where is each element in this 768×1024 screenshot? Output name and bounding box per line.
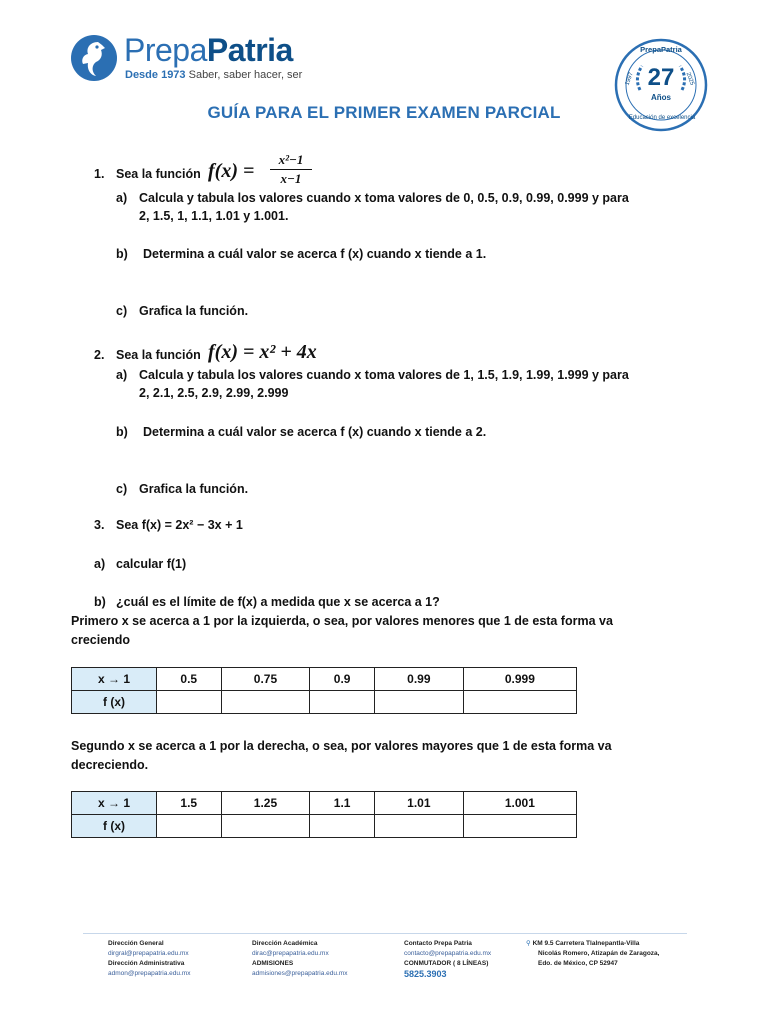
q2a-line2: 2, 2.1, 2.5, 2.9, 2.99, 2.999 (139, 386, 289, 400)
q1-denominator: x−1 (280, 171, 302, 186)
right-approach-line1: Segundo x se acerca a 1 por la derecha, o sea, por valores mayores que 1 de esta forma va (71, 739, 612, 753)
footer-label: Dirección Académica (252, 940, 318, 947)
q3b-letter: b) (94, 595, 106, 609)
q1a-line1: Calcula y tabula los valores cuando x toma valores de 0, 0.5, 0.9, 0.99, 0.999 y para (139, 191, 629, 205)
table-header-cell: 0.99 (374, 668, 463, 691)
table-header-cell: 0.5 (157, 668, 222, 691)
table-cell (157, 815, 222, 838)
q1-number: 1. (94, 167, 105, 181)
map-pin-icon: ⚲ (526, 940, 531, 947)
q1-fraction (270, 152, 312, 187)
table-cell (157, 691, 222, 714)
badge-number: 27 (647, 64, 675, 91)
table-row (72, 668, 577, 691)
q3b-text: ¿cuál es el límite de f(x) a medida que x se acerca a 1? (116, 595, 440, 609)
footer-divider (83, 933, 687, 934)
table-row (72, 815, 577, 838)
table-header-cell: 1.001 (463, 792, 576, 815)
q2-intro: Sea la función (116, 348, 201, 362)
table-cell (463, 691, 576, 714)
table-cell (310, 691, 375, 714)
footer-address-text: KM 9.5 Carretera Tlalnepantla-Villa (532, 940, 640, 947)
table-header-cell: x → 1 (72, 792, 157, 815)
table-header-cell: 1.25 (221, 792, 310, 815)
table-row-label: f (x) (72, 815, 157, 838)
footer-col-academic (252, 939, 347, 979)
brand-light: Prepa (124, 32, 207, 68)
table-header-cell: 0.9 (310, 668, 375, 691)
left-approach-line1: Primero x se acerca a 1 por la izquierda, o sea, por valores menores que 1 de esta forma va (71, 614, 613, 628)
badge-year-left: 1997 (624, 71, 635, 87)
table-cell (221, 691, 310, 714)
footer-email-link[interactable]: admisiones@prepapatria.edu.mx (252, 970, 348, 977)
q1a-letter: a) (116, 191, 128, 205)
q3-text: Sea f(x) = 2x² − 3x + 1 (116, 518, 243, 532)
table-header-cell: 0.75 (221, 668, 310, 691)
table-header-cell: 0.999 (463, 668, 576, 691)
q1b-text: Determina a cuál valor se acerca f (x) cuando x tiende a 1. (143, 247, 487, 261)
q2b-letter: b) (116, 425, 128, 439)
badge-year-right: 2025 (684, 71, 695, 87)
left-limit-table (71, 667, 577, 714)
q2b-text: Determina a cuál valor se acerca f (x) cuando x tiende a 2. (143, 425, 487, 439)
seahorse-logo-icon (70, 33, 118, 83)
right-approach-line2: decreciendo. (71, 758, 149, 772)
q2c-letter: c) (116, 482, 128, 496)
q2-number: 2. (94, 348, 105, 362)
table-cell (463, 815, 576, 838)
q3a-letter: a) (94, 557, 106, 571)
footer-label: Dirección Administrativa (108, 960, 185, 967)
q3a-text: calcular f(1) (116, 557, 187, 571)
footer-phone: 5825.3903 (404, 969, 447, 979)
footer-address-line: Nicolás Romero, Atizapán de Zaragoza, (538, 950, 660, 957)
q1c-text: Grafica la función. (139, 304, 249, 318)
q2a-line1: Calcula y tabula los valores cuando x toma valores de 1, 1.5, 1.9, 1.99, 1.999 y para (139, 368, 629, 382)
footer-email-link[interactable]: admon@prepapatria.edu.mx (108, 970, 191, 977)
footer-address-line: Edo. de México, CP 52947 (538, 960, 618, 967)
table-row-label: f (x) (72, 691, 157, 714)
footer-email-link[interactable]: dirgral@prepapatria.edu.mx (108, 950, 189, 957)
table-cell (374, 815, 463, 838)
table-row (72, 691, 577, 714)
tagline-rest: Saber, saber hacer, ser (188, 69, 303, 81)
q2-formula: f(x) = x² + 4x (208, 341, 317, 363)
brand-bold: Patria (206, 32, 293, 68)
q1-intro: Sea la función (116, 167, 201, 181)
q1b-letter: b) (116, 247, 128, 261)
footer-address-line (526, 939, 659, 949)
table-cell (221, 815, 310, 838)
q1-numerator: x²−1 (270, 152, 312, 170)
badge-bottom-text: Educación de excelencia (628, 115, 696, 121)
badge-unit: Años (651, 93, 671, 102)
footer-label: CONMUTADOR ( 8 LÍNEAS) (404, 960, 489, 967)
table-header-cell: 1.5 (157, 792, 222, 815)
table-header-cell: 1.1 (310, 792, 375, 815)
brand-tagline (125, 69, 302, 81)
footer-email-link[interactable]: dirac@prepapatria.edu.mx (252, 950, 329, 957)
q1c-letter: c) (116, 304, 128, 318)
table-header-cell: x → 1 (72, 668, 157, 691)
left-approach-line2: creciendo (71, 633, 131, 647)
table-cell (310, 815, 375, 838)
tagline-bold: Desde 1973 (125, 69, 186, 81)
q2c-text: Grafica la función. (139, 482, 249, 496)
footer-col-address (526, 939, 659, 969)
page-title: GUÍA PARA EL PRIMER EXAMEN PARCIAL (207, 103, 561, 122)
brand-wordmark (124, 32, 293, 69)
q1-formula-lhs: f(x) = (208, 160, 255, 182)
table-row (72, 792, 577, 815)
right-limit-table (71, 791, 577, 838)
table-cell (374, 691, 463, 714)
badge-top-text: PrepaPatria (640, 45, 682, 54)
footer-label: Contacto Prepa Patria (404, 940, 472, 947)
footer-label: ADMISIONES (252, 960, 294, 967)
q1a-line2: 2, 1.5, 1, 1.1, 1.01 y 1.001. (139, 209, 289, 223)
footer-label: Dirección General (108, 940, 164, 947)
footer-email-link[interactable]: contacto@prepapatria.edu.mx (404, 950, 492, 957)
footer-col-contact (404, 939, 491, 979)
q2a-letter: a) (116, 368, 128, 382)
q3-number: 3. (94, 518, 105, 532)
footer-col-general (108, 939, 190, 979)
table-header-cell: 1.01 (374, 792, 463, 815)
